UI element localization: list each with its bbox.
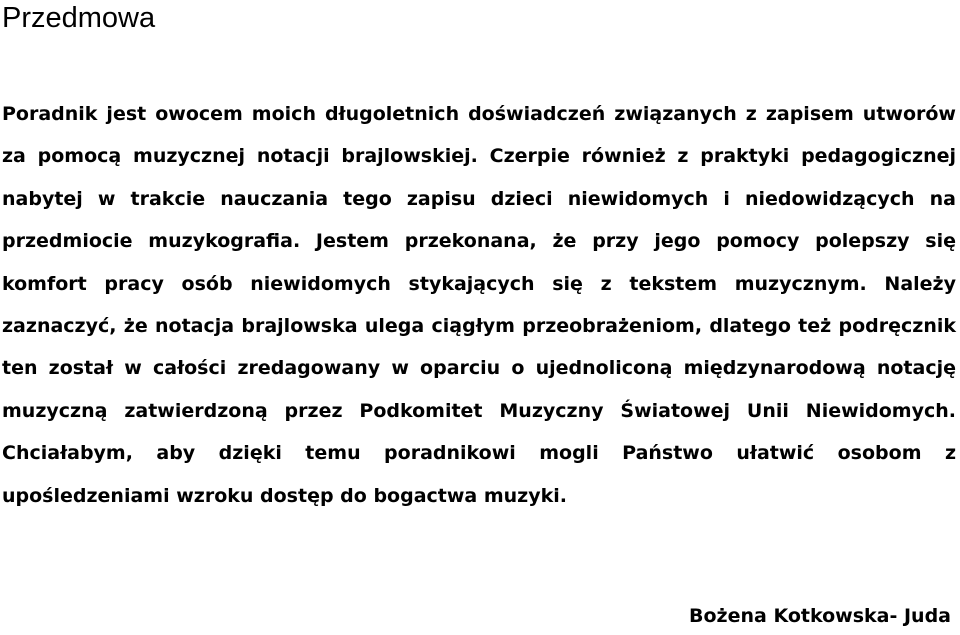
- author-signature: Bożena Kotkowska- Juda: [689, 605, 951, 627]
- page-title: Przedmowa: [2, 2, 156, 34]
- preface-paragraph: Poradnik jest owocem moich długoletnich doświadczeń związanych z zapisem utworów za pomocą muzycznej notacji brajlowskiej. Czerpie również z praktyki pedagogicznej nabytej w trakcie nauczania tego zapisu dzieci niewidomych i niedowidzących na przedmiocie muzykografia. Jestem przekonana, że przy jego pomocy polepszy się komfort pracy osób niewidomych stykających się z tekstem muzycznym. Należy zaznaczyć, że notacja brajlowska ulega ciągłym przeobrażeniom, dlatego też podręcznik ten został w całości zredagowany w oparciu o ujednoliconą międzynarodową notację muzyczną zatwierdzoną przez Podkomitet Muzyczny Światowej Unii Niewidomych. Chciałabym, aby dzięki temu poradnikowi mogli Państwo ułatwić osobom z upośledzeniami wzroku dostęp do bogactwa muzyki.: [2, 103, 956, 507]
